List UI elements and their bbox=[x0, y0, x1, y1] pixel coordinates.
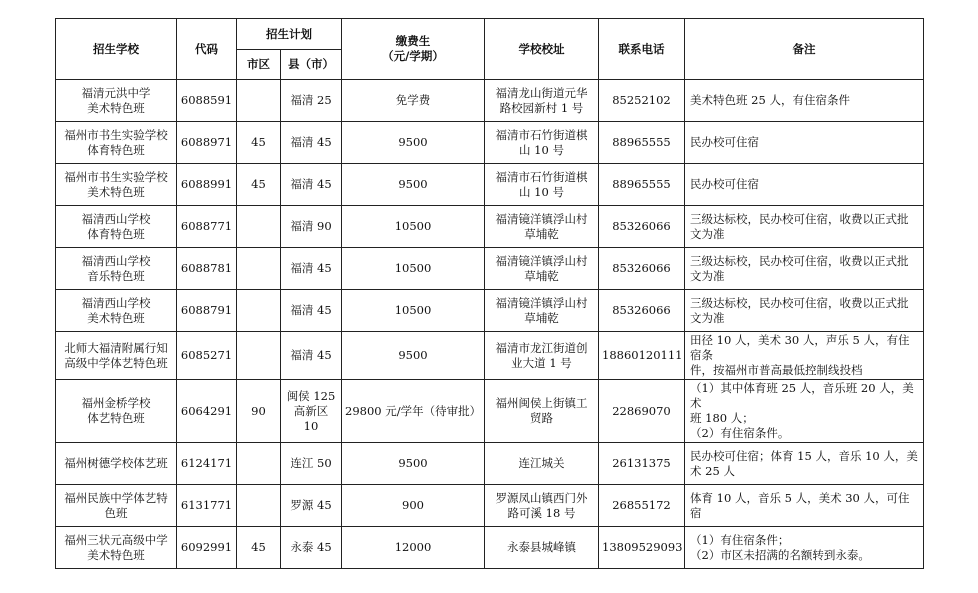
cell-line: 文为准 bbox=[690, 226, 725, 241]
cell-line: 色班 bbox=[104, 505, 128, 520]
cell-phone: 85326066 bbox=[599, 290, 685, 332]
cell-remark bbox=[685, 380, 924, 443]
cell-address bbox=[485, 290, 599, 332]
header-fee bbox=[342, 19, 485, 80]
cell-fee: 免学费 bbox=[342, 80, 485, 122]
cell-line: 美术特色班 25 人，有住宿条件 bbox=[690, 93, 850, 107]
cell-line: 体艺特色班 bbox=[87, 411, 145, 425]
table-row bbox=[56, 248, 924, 290]
cell-fee: 9500 bbox=[342, 332, 485, 380]
cell-line: 田径 10 人，美术 30 人，声乐 5 人，有住宿条 bbox=[690, 333, 910, 362]
cell-line: 北师大福清附属行知 bbox=[64, 340, 168, 355]
cell-address bbox=[485, 332, 599, 380]
cell-address bbox=[485, 206, 599, 248]
cell-line: 福清市石竹街道棋 bbox=[495, 127, 588, 142]
table-row bbox=[56, 485, 924, 527]
cell-fee: 9500 bbox=[342, 122, 485, 164]
cell-remark bbox=[685, 527, 924, 569]
cell-line: 文为准 bbox=[690, 310, 725, 325]
cell-code: 6131771 bbox=[177, 485, 237, 527]
table-row bbox=[56, 380, 924, 443]
cell-fee: 10500 bbox=[342, 206, 485, 248]
header-plan: 招生计划 bbox=[237, 19, 342, 50]
cell-phone: 26131375 bbox=[599, 443, 685, 485]
cell-line: 福清元洪中学 bbox=[81, 85, 151, 100]
cell-phone: 18860120111 bbox=[599, 332, 685, 380]
cell-line: 福州金桥学校 bbox=[81, 396, 151, 410]
cell-city: 45 bbox=[237, 527, 281, 569]
cell-code: 6085271 bbox=[177, 332, 237, 380]
cell-line: 永泰 45 bbox=[290, 540, 332, 554]
table-row bbox=[56, 206, 924, 248]
cell-city bbox=[237, 248, 281, 290]
cell-line: 福清镜洋镇浮山村 bbox=[495, 211, 588, 226]
cell-city bbox=[237, 290, 281, 332]
cell-code: 6092991 bbox=[177, 527, 237, 569]
cell-code: 6088791 bbox=[177, 290, 237, 332]
cell-county bbox=[281, 164, 342, 206]
cell-line: 福州市书生实验学校 bbox=[64, 169, 168, 184]
cell-phone: 22869070 bbox=[599, 380, 685, 443]
cell-line: 草埔乾 bbox=[524, 226, 559, 241]
cell-school bbox=[56, 527, 177, 569]
cell-address bbox=[485, 485, 599, 527]
cell-line: 美术特色班 bbox=[87, 547, 145, 562]
cell-remark bbox=[685, 290, 924, 332]
cell-line: 音乐特色班 bbox=[87, 268, 145, 283]
cell-line: 山 10 号 bbox=[519, 142, 564, 157]
cell-remark bbox=[685, 485, 924, 527]
cell-school bbox=[56, 122, 177, 164]
cell-school bbox=[56, 290, 177, 332]
cell-county bbox=[281, 290, 342, 332]
header-code: 代码 bbox=[177, 19, 237, 80]
admission-table bbox=[55, 18, 924, 569]
cell-line: 永泰县城峰镇 bbox=[507, 540, 576, 554]
cell-remark bbox=[685, 122, 924, 164]
cell-line: 路可溪 18 号 bbox=[507, 505, 576, 520]
cell-line: 连江城关 bbox=[518, 456, 565, 470]
cell-code: 6088771 bbox=[177, 206, 237, 248]
table-row bbox=[56, 164, 924, 206]
cell-county bbox=[281, 380, 342, 443]
cell-line: 闽侯 125 bbox=[286, 388, 336, 403]
cell-line: 班 180 人； bbox=[690, 411, 754, 425]
table-row bbox=[56, 443, 924, 485]
cell-address bbox=[485, 527, 599, 569]
cell-code: 6088991 bbox=[177, 164, 237, 206]
cell-line: 福清西山学校 bbox=[81, 295, 151, 310]
cell-address bbox=[485, 380, 599, 443]
cell-line: 美术特色班 bbox=[87, 310, 145, 325]
cell-line: 福州民族中学体艺特 bbox=[64, 490, 168, 505]
cell-line: 罗源凤山镇西门外 bbox=[495, 490, 588, 505]
cell-phone: 85326066 bbox=[599, 206, 685, 248]
cell-address bbox=[485, 164, 599, 206]
table-row bbox=[56, 332, 924, 380]
cell-phone: 26855172 bbox=[599, 485, 685, 527]
cell-line: 体育特色班 bbox=[87, 226, 145, 241]
header-address: 学校校址 bbox=[485, 19, 599, 80]
cell-line: 连江 50 bbox=[290, 456, 332, 470]
header-school: 招生学校 bbox=[56, 19, 177, 80]
cell-fee: 10500 bbox=[342, 290, 485, 332]
cell-phone: 13809529093 bbox=[599, 527, 685, 569]
cell-line: 福清 45 bbox=[290, 348, 332, 362]
cell-line: 贸路 bbox=[530, 411, 553, 425]
cell-line: 业大道 1 号 bbox=[511, 355, 572, 370]
cell-county bbox=[281, 332, 342, 380]
cell-line: 福州树德学校体艺班 bbox=[64, 456, 168, 470]
header-fee-line1: 缴费生 bbox=[395, 34, 431, 48]
cell-code: 6088971 bbox=[177, 122, 237, 164]
cell-code: 6088591 bbox=[177, 80, 237, 122]
cell-line: 民办校可住宿 bbox=[690, 135, 759, 149]
table-body bbox=[56, 80, 924, 569]
cell-school bbox=[56, 248, 177, 290]
cell-school bbox=[56, 164, 177, 206]
cell-phone: 85252102 bbox=[599, 80, 685, 122]
cell-code: 6088781 bbox=[177, 248, 237, 290]
cell-county bbox=[281, 248, 342, 290]
cell-county bbox=[281, 122, 342, 164]
cell-city bbox=[237, 443, 281, 485]
cell-line: 罗源 45 bbox=[290, 498, 332, 512]
cell-school bbox=[56, 206, 177, 248]
cell-phone: 88965555 bbox=[599, 122, 685, 164]
cell-line: 福清 45 bbox=[290, 135, 332, 149]
cell-line: 体育特色班 bbox=[87, 142, 145, 157]
cell-line: 术 25 人 bbox=[690, 463, 735, 478]
cell-address bbox=[485, 443, 599, 485]
cell-line: 三级达标校，民办校可住宿，收费以正式批 bbox=[690, 253, 909, 268]
cell-line: 体育 10 人，音乐 5 人，美术 30 人，可住宿 bbox=[690, 490, 910, 520]
table-row bbox=[56, 527, 924, 569]
cell-line: 福清西山学校 bbox=[81, 253, 151, 268]
cell-school bbox=[56, 485, 177, 527]
cell-city bbox=[237, 206, 281, 248]
cell-line: 福清市龙江街道创 bbox=[495, 340, 588, 355]
cell-fee: 29800 元/学年（待审批） bbox=[342, 380, 485, 443]
header-row-1 bbox=[56, 19, 924, 50]
cell-line: 山 10 号 bbox=[519, 184, 564, 199]
table-row bbox=[56, 80, 924, 122]
cell-remark bbox=[685, 80, 924, 122]
cell-city: 45 bbox=[237, 164, 281, 206]
cell-school bbox=[56, 380, 177, 443]
cell-line: 三级达标校，民办校可住宿，收费以正式批 bbox=[690, 295, 909, 310]
cell-line: 福清市石竹街道棋 bbox=[495, 169, 588, 184]
cell-fee: 900 bbox=[342, 485, 485, 527]
cell-line: 高级中学体艺特色班 bbox=[64, 355, 168, 370]
cell-line: 福清 45 bbox=[290, 177, 332, 191]
cell-line: （1）有住宿条件； bbox=[690, 532, 790, 547]
cell-address bbox=[485, 80, 599, 122]
cell-line: 福清镜洋镇浮山村 bbox=[495, 253, 588, 268]
cell-remark bbox=[685, 164, 924, 206]
cell-line: 福清龙山街道元华 bbox=[495, 85, 588, 100]
cell-fee: 10500 bbox=[342, 248, 485, 290]
cell-code: 6064291 bbox=[177, 380, 237, 443]
cell-line: 福州市书生实验学校 bbox=[64, 127, 168, 142]
cell-line: 草埔乾 bbox=[524, 268, 559, 283]
cell-line: 三级达标校，民办校可住宿，收费以正式批 bbox=[690, 211, 909, 226]
cell-county bbox=[281, 485, 342, 527]
cell-fee: 9500 bbox=[342, 164, 485, 206]
cell-line: 福清 45 bbox=[290, 303, 332, 317]
cell-city bbox=[237, 485, 281, 527]
cell-fee: 12000 bbox=[342, 527, 485, 569]
cell-line: 美术特色班 bbox=[87, 100, 145, 115]
cell-address bbox=[485, 248, 599, 290]
cell-line: 文为准 bbox=[690, 268, 725, 283]
cell-city bbox=[237, 80, 281, 122]
table-row bbox=[56, 122, 924, 164]
header-phone: 联系电话 bbox=[599, 19, 685, 80]
cell-city: 90 bbox=[237, 380, 281, 443]
cell-line: 民办校可住宿；体育 15 人，音乐 10 人，美 bbox=[690, 448, 918, 463]
cell-line: 件，按福州市普高最低控制线投档 bbox=[690, 363, 863, 377]
cell-phone: 88965555 bbox=[599, 164, 685, 206]
cell-county bbox=[281, 206, 342, 248]
header-city: 市区 bbox=[237, 50, 281, 80]
cell-code: 6124171 bbox=[177, 443, 237, 485]
cell-county bbox=[281, 527, 342, 569]
header-remark: 备注 bbox=[685, 19, 924, 80]
table-row bbox=[56, 290, 924, 332]
cell-fee: 9500 bbox=[342, 443, 485, 485]
cell-line: （2）有住宿条件。 bbox=[690, 426, 790, 440]
cell-school bbox=[56, 80, 177, 122]
cell-school bbox=[56, 332, 177, 380]
cell-line: 福州三状元高级中学 bbox=[64, 532, 168, 547]
cell-address bbox=[485, 122, 599, 164]
header-fee-line2: （元/学期） bbox=[382, 49, 444, 63]
cell-school bbox=[56, 443, 177, 485]
cell-line: （1）其中体育班 25 人，音乐班 20 人，美术 bbox=[690, 381, 914, 410]
cell-line: 福清西山学校 bbox=[81, 211, 151, 226]
cell-line: 高新区 bbox=[293, 403, 329, 418]
cell-line: 福清镜洋镇浮山村 bbox=[495, 295, 588, 310]
cell-remark bbox=[685, 248, 924, 290]
cell-line: 福清 45 bbox=[290, 261, 332, 275]
cell-remark bbox=[685, 332, 924, 380]
cell-county bbox=[281, 443, 342, 485]
cell-county bbox=[281, 80, 342, 122]
cell-line: 民办校可住宿 bbox=[690, 177, 759, 191]
cell-city bbox=[237, 332, 281, 380]
cell-line: 福清 25 bbox=[290, 93, 332, 107]
cell-line: 美术特色班 bbox=[87, 184, 145, 199]
cell-phone: 85326066 bbox=[599, 248, 685, 290]
cell-remark bbox=[685, 206, 924, 248]
cell-remark bbox=[685, 443, 924, 485]
header-county: 县（市） bbox=[281, 50, 342, 80]
cell-city: 45 bbox=[237, 122, 281, 164]
cell-line: 福州闽侯上街镇工 bbox=[495, 396, 588, 410]
cell-line: 10 bbox=[303, 418, 319, 433]
cell-line: 福清 90 bbox=[290, 219, 332, 233]
cell-line: （2）市区未招满的名额转到永泰。 bbox=[690, 547, 870, 562]
admission-table-container bbox=[55, 18, 923, 569]
cell-line: 路校园新村 1 号 bbox=[499, 100, 584, 115]
cell-line: 草埔乾 bbox=[524, 310, 559, 325]
